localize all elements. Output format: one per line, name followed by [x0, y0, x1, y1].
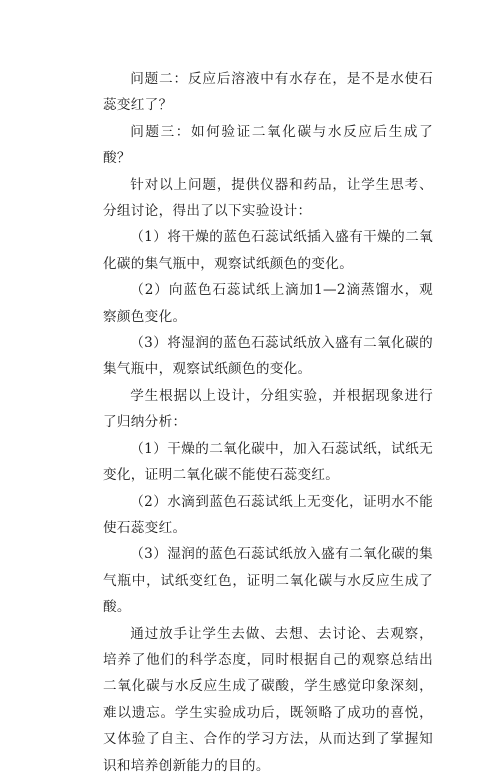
paragraph-conclusion: 通过放手让学生去做、去想、去讨论、去观察，培养了他们的科学态度，同时根据自己的观察总结出二氧化碳与水反应生成了碳酸，学生感觉印象深刻，难以遗忘。学生实验成功后，既领略了成功的喜悦，又体验了自主、合作的学习方法，从而达到了掌握知识和培养创新能力的目的。 — [103, 625, 433, 774]
paragraph-design-step-2: （2）向蓝色石蕊试纸上滴加1—2滴蒸馏水，观察颜色变化。 — [103, 282, 433, 325]
paragraph-result-1: （1）干燥的二氧化碳中，加入石蕊试纸，试纸无变化，证明二氧化碳不能使石蕊变红。 — [103, 440, 433, 484]
paragraph-design-step-1: （1）将干燥的蓝色石蕊试纸插入盛有干燥的二氧化碳的集气瓶中，观察试纸颜色的变化。 — [103, 229, 433, 272]
paragraph-result-2: （2）水滴到蓝色石蕊试纸上无变化，证明水不能使石蕊变红。 — [103, 493, 433, 536]
paragraph-question-two: 问题二：反应后溶液中有水存在，是不是水使石蕊变红了？ — [103, 71, 433, 114]
paragraph-experiment-intro: 针对以上问题，提供仪器和药品，让学生思考、分组讨论，得出了以下实验设计： — [103, 176, 433, 220]
document-body — [103, 66, 433, 779]
paragraph-result-3: （3）湿润的蓝色石蕊试纸放入盛有二氧化碳的集气瓶中，试纸变红色，证明二氧化碳与水反应生成了酸。 — [103, 546, 433, 616]
paragraph-question-three: 问题三：如何验证二氧化碳与水反应后生成了酸？ — [103, 123, 433, 167]
paragraph-design-step-3: （3）将湿润的蓝色石蕊试纸放入盛有二氧化碳的集气瓶中，观察试纸颜色的变化。 — [103, 335, 433, 378]
paragraph-analysis-intro: 学生根据以上设计，分组实验，并根据现象进行了归纳分析： — [103, 387, 433, 431]
